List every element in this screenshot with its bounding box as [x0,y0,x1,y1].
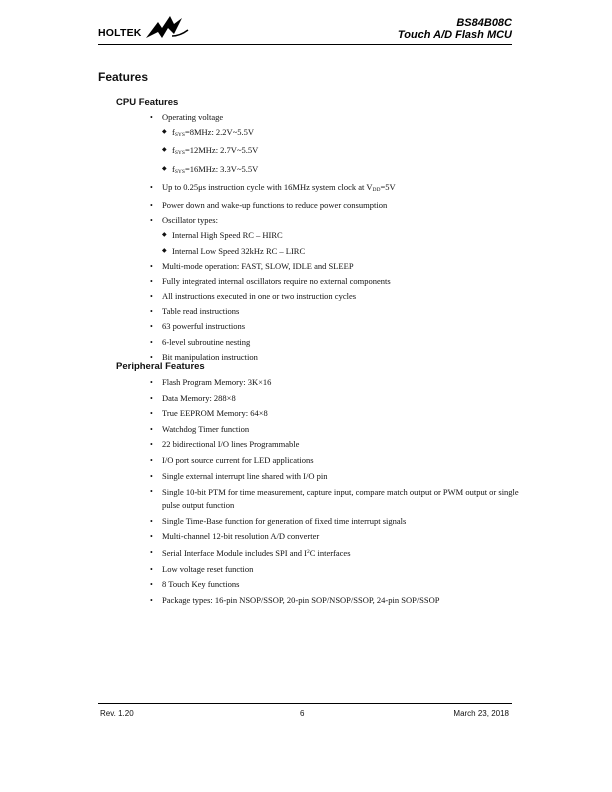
document-date: March 23, 2018 [453,709,509,718]
revision: Rev. 1.20 [100,709,134,718]
list-item: • Bit manipulation instruction [150,351,258,362]
list-item: • True EEPROM Memory: 64×8 [150,408,268,419]
list-item: • 63 powerful instructions [150,321,246,332]
peripheral-features-list [150,377,520,606]
sub-list-item: ◆ $f_{SYS}=16MHz$: 3.3V~5.5V [162,163,259,175]
header-divider [98,44,512,45]
list-item: • Single Time-Base function for generation of fixed time interrupt signals [150,515,407,526]
bullet-icon: • [150,440,153,450]
list-item: • Single 10-bit PTM for time measurement, capture input, compare match output or PWM output or single pulse output function [150,487,519,510]
list-item: • Oscillator types: ◆ Internal High Speed RC – HIRC ◆ Internal Low Speed 32kHz RC – LIRC [150,215,520,256]
diamond-bullet-icon: ◆ [162,247,167,254]
list-item: • Package types: 16-pin NSOP/SSOP, 20-pin SOP/NSOP/SSOP, 24-pin SOP/SSOP [150,594,440,605]
cpu-features-heading: CPU Features [116,97,179,108]
list-item: • Fully integrated internal oscillators require no external components [150,275,391,286]
bullet-icon: • [150,113,153,122]
diamond-bullet-icon: ◆ [162,129,167,136]
part-number: BS84B08C [456,17,512,29]
bullet-icon: • [150,182,153,192]
cpu-features-list [150,112,520,363]
list-item: • 8 Touch Key functions [150,579,240,590]
diamond-bullet-icon: ◆ [162,165,167,172]
logo-text: HOLTEK [98,27,142,39]
list-item: • Single external interrupt line shared with I/O pin [150,470,328,481]
diamond-bullet-icon: ◆ [162,147,167,154]
list-item: • Table read instructions [150,306,240,317]
holtek-logo [98,14,190,44]
diamond-bullet-icon: ◆ [162,232,167,239]
list-item: • Multi-mode operation: FAST, SLOW, IDLE and SLEEP [150,260,354,271]
bullet-icon: • [150,424,153,434]
voltage-sublist [162,127,520,177]
list-item: • Power down and wake-up functions to reduce power consumption [150,199,388,210]
bullet-icon: • [150,547,153,557]
bullet-icon: • [150,471,153,481]
bullet-icon: • [150,409,153,419]
list-item: • 22 bidirectional I/O lines Programmable [150,439,300,450]
list-item: • Data Memory: 288×8 [150,392,236,403]
list-item: • Watchdog Timer function [150,423,250,434]
bullet-icon: • [150,487,153,497]
sub-list-item: ◆ Internal Low Speed 32kHz RC – LIRC [162,245,306,256]
bullet-icon: • [150,337,153,347]
bullet-icon: • [150,216,153,226]
list-item: • Up to 0.25μs instruction cycle with 16MHz system clock at $V_{DD}=5V$ [150,181,396,193]
bullet-icon: • [150,352,153,362]
bullet-icon: • [150,261,153,271]
bullet-icon: • [150,564,153,574]
bullet-icon: • [150,393,153,403]
header-subtitle: Touch A/D Flash MCU [397,28,512,41]
bullet-icon: • [150,200,153,210]
oscillator-sublist [162,230,520,256]
holtek-logo-mark-icon [144,14,190,42]
header-title-block [398,18,512,41]
list-item: • Serial Interface Module includes SPI and $I^2C$ interfaces [150,547,351,558]
list-item: • Multi-channel 12-bit resolution A/D converter [150,531,320,542]
page-title: Features [98,70,149,84]
page-number: 6 [300,709,305,718]
bullet-icon: • [150,532,153,542]
sub-list-item: ◆ $f_{SYS}=12MHz$: 2.7V~5.5V [162,145,259,157]
bullet-icon: • [150,516,153,526]
bullet-icon: • [150,292,153,302]
bullet-icon: • [150,455,153,465]
list-item: • 6-level subroutine nesting [150,336,251,347]
bullet-icon: • [150,322,153,332]
peripheral-features-heading: Peripheral Features [116,361,205,372]
bullet-icon: • [150,276,153,286]
sub-list-item: ◆ Internal High Speed RC – HIRC [162,230,283,241]
footer-divider [98,703,512,704]
bullet-icon: • [150,580,153,590]
bullet-icon: • [150,378,153,387]
sub-list-item: ◆ $f_{SYS}=8MHz$: 2.2V~5.5V [162,127,255,139]
list-item: • Flash Program Memory: 3K×16 [150,377,272,387]
bullet-icon: • [150,595,153,605]
list-item: • Operating voltage ◆ $f_{SYS}=8MHz$: 2.2V~5.5V ◆ $f_{SYS}=12MHz$: 2.7V~5.5V ◆ $f_{SYS}=16MHz$: 3.3V~5.5V [150,112,520,178]
list-item: • All instructions executed in one or two instruction cycles [150,291,357,302]
list-item: • I/O port source current for LED applications [150,454,314,465]
bullet-icon: • [150,307,153,317]
list-item: • Low voltage reset function [150,563,254,574]
